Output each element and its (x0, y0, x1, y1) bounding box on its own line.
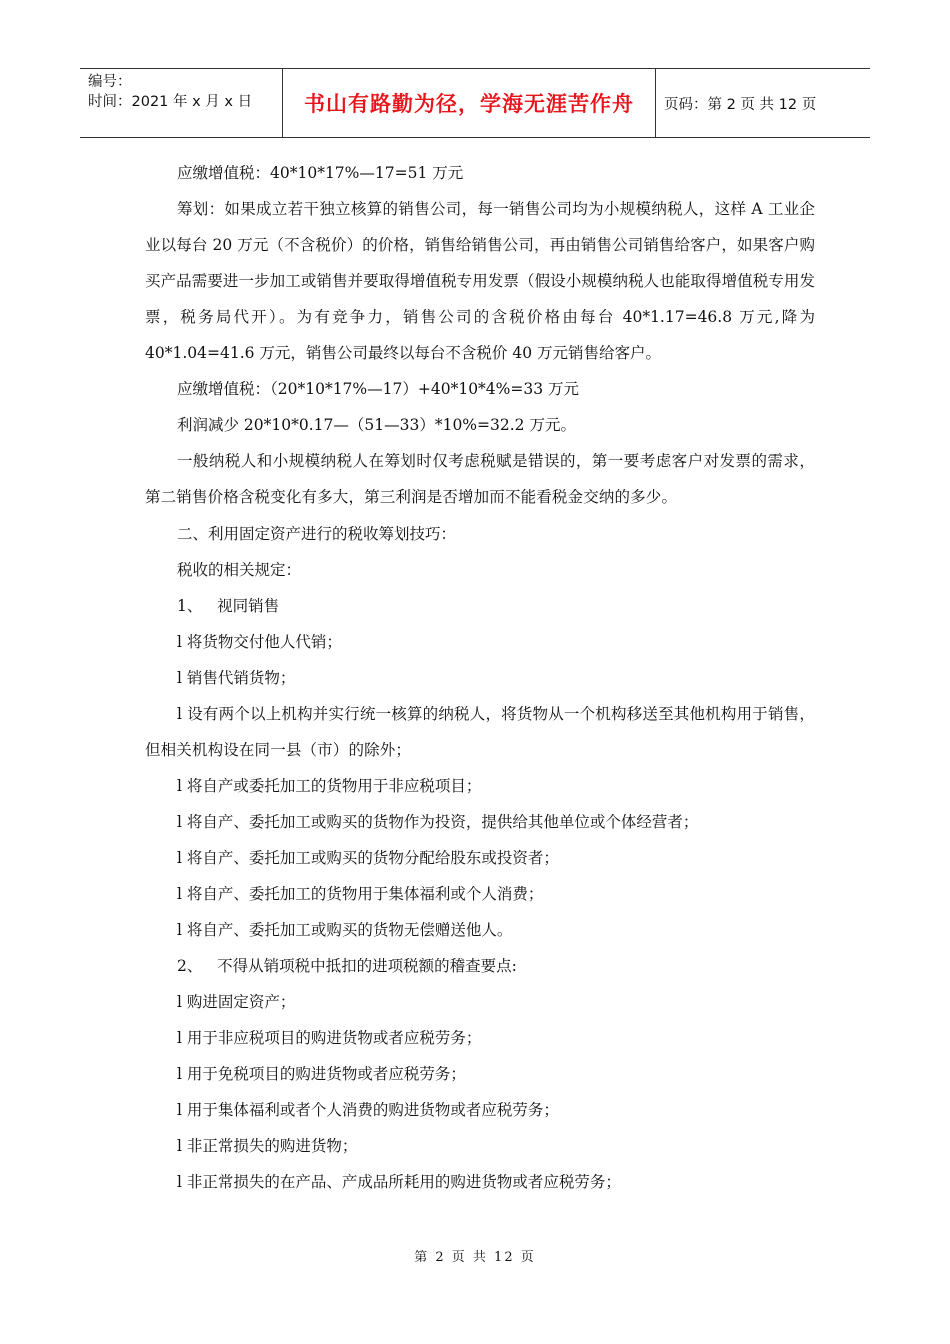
list-item: l 用于免税项目的购进货物或者应税劳务； (177, 1065, 466, 1084)
list-heading: 1、 视同销售 (177, 596, 280, 615)
header-motto: 书山有路勤为径，学海无涯苦作舟 (304, 92, 634, 116)
header-motto-cell (282, 69, 656, 137)
paragraph: 税收的相关规定： (177, 560, 302, 579)
paragraph: 利润减少 20*10*0.17—（51—33）*10%=32.2 万元。 (177, 416, 576, 434)
list-item: l 将自产、委托加工或购买的货物无偿赠送他人。 (177, 921, 513, 940)
paragraph: 筹划：如果成立若干独立核算的销售公司，每一销售公司均为小规模纳税人，这样 A 工业企业以每台 20 万元（不含税价）的价格，销售给销售公司，再由销售公司销售给客户，如果客户购买产品需要进一步加工或销售并要取得增值税专用发票（假设小规模纳税人也能取得增值税专用发票，税务局代开）。为有竞争力，销售公司的含税价格由每台 40*1.17=46.8 万元,降为 40*1.04=41.6 万元，销售公司最终以每台不含税价 40 万元销售给客户。 (145, 200, 815, 362)
list-item: l 非正常损失的在产品、产成品所耗用的购进货物或者应税劳务； (177, 1173, 621, 1192)
list-item: l 将自产、委托加工或购买的货物作为投资，提供给其他单位或个体经营者； (177, 813, 699, 832)
section-heading: 二、利用固定资产进行的税收筹划技巧： (177, 524, 457, 543)
list-item: l 用于非应税项目的购进货物或者应税劳务； (177, 1029, 482, 1048)
paragraph: 应缴增值税：40*10*17%—17=51 万元 (177, 164, 464, 182)
list-item: l 销售代销货物； (177, 668, 296, 687)
list-item: l 将自产、委托加工或购买的货物分配给股东或投资者； (177, 849, 559, 868)
doc-number-label: 编号： (88, 74, 132, 90)
document-body (145, 155, 815, 1200)
list-item: l 用于集体福利或者个人消费的购进货物或者应税劳务； (177, 1101, 559, 1120)
list-item: l 将自产或委托加工的货物用于非应税项目； (177, 777, 482, 796)
header-page-info: 页码：第 2 页 共 12 页 (664, 96, 817, 113)
list-item: l 非正常损失的购进货物； (177, 1137, 358, 1156)
list-item: l 将自产、委托加工的货物用于集体福利或个人消费； (177, 885, 544, 904)
list-heading: 2、 不得从销项税中抵扣的进项税额的稽查要点: (177, 957, 517, 976)
list-item: l 设有两个以上机构并实行统一核算的纳税人，将货物从一个机构移送至其他机构用于销售，但相关机构设在同一县（市）的除外； (145, 704, 815, 759)
page-header (80, 68, 870, 138)
list-item: l 将货物交付他人代销； (177, 632, 342, 651)
page-footer: 第 2 页 共 12 页 (414, 1250, 536, 1265)
paragraph: 应缴增值税：（20*10*17%—17）+40*10*4%=33 万元 (177, 380, 580, 398)
doc-date-label: 时间：2021 年 x 月 x 日 (88, 94, 253, 110)
paragraph: 一般纳税人和小规模纳税人在筹划时仅考虑税赋是错误的，第一要考虑客户对发票的需求，第二销售价格含税变化有多大，第三利润是否增加而不能看税金交纳的多少。 (145, 452, 815, 507)
header-meta (80, 69, 282, 137)
list-item: l 购进固定资产； (177, 993, 296, 1012)
